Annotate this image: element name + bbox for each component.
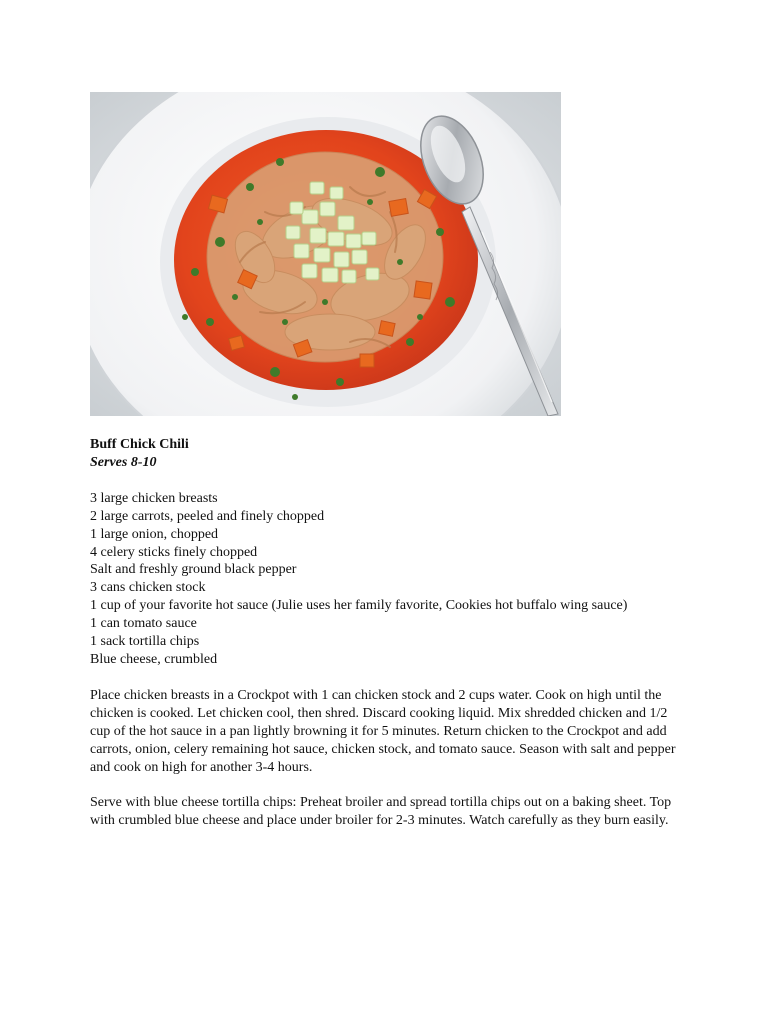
ingredients-list: [90, 490, 690, 669]
recipe-title: Buff Chick Chili: [90, 437, 189, 452]
ingredient-item: 1 cup of your favorite hot sauce (Julie uses her family favorite, Cookies hot buffalo wing sauce): [90, 598, 628, 614]
ingredient-item: 3 large chicken breasts: [90, 490, 218, 506]
ingredient-item: Blue cheese, crumbled: [90, 651, 218, 667]
ingredient-item: 1 large onion, chopped: [90, 526, 219, 542]
ingredient-item: 1 sack tortilla chips: [90, 634, 200, 650]
instruction-paragraph-serving: Serve with blue cheese tortilla chips: Preheat broiler and spread tortilla chips out on a baking sheet. Top with crumbled blue cheese and place under broiler for 2-3 minutes. Watch carefully as they burn easily.: [90, 795, 672, 829]
ingredient-item: 3 cans chicken stock: [90, 580, 206, 596]
ingredient-item: 4 celery sticks finely chopped: [90, 544, 258, 560]
chili-bowl-photo: [90, 92, 561, 416]
ingredient-item: 1 can tomato sauce: [90, 616, 197, 632]
ingredient-item: 2 large carrots, peeled and finely chopped: [90, 508, 325, 524]
chili-bowl-illustration: [90, 92, 561, 416]
recipe-content: [90, 436, 690, 830]
instruction-paragraph-cooking: Place chicken breasts in a Crockpot with 1 can chicken stock and 2 cups water. Cook on high until the chicken is cooked. Let chicken cool, then shred. Discard cooking liquid. Mix shredded chicken and 1/2 cup of the hot sauce in a pan lightly browning it for 5 minutes. Return chicken to the Crockpot and add carrots, onion, celery remaining hot sauce, chicken stock, and tomato sauce. Season with salt and pepper and cook on high for another 3-4 hours.: [90, 687, 676, 775]
ingredient-item: Salt and freshly ground black pepper: [90, 562, 297, 578]
recipe-serves: Serves 8-10: [90, 454, 157, 470]
